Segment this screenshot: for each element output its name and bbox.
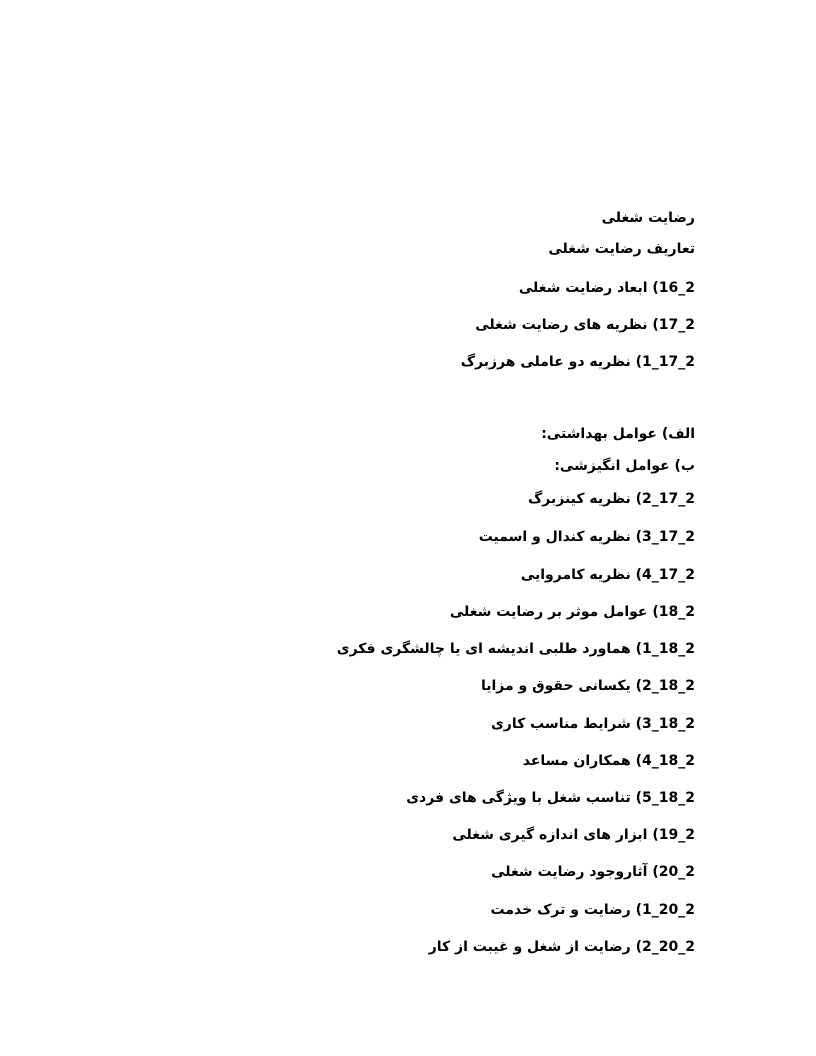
toc-line-2-17: 2_17) نظریه های رضایت شغلی	[475, 317, 695, 333]
toc-line-2-16: 2_16) ابعاد رضایت شغلی	[518, 280, 695, 296]
toc-line-2-18-3: 2_18_3) شرایط مناسب کاری	[490, 716, 695, 732]
toc-line-2-18-4: 2_18_4) همکاران مساعد	[522, 753, 695, 769]
toc-line-2-18-1: 2_18_1) هماورد طلبی اندیشه ای یا چالشگری فکری	[336, 641, 695, 657]
subheading-motivators: ب) عوامل انگیزشی:	[554, 458, 695, 474]
toc-line-2-18: 2_18) عوامل موثر بر رضایت شغلی	[449, 604, 695, 620]
toc-line-2-19: 2_19) ابزار های اندازه گیری شغلی	[452, 827, 695, 843]
heading-job-satisfaction: رضایت شغلی	[601, 210, 695, 226]
toc-line-2-17-4: 2_17_4) نظریه کامروایی	[520, 567, 695, 583]
subheading-hygiene-factors: الف) عوامل بهداشتی:	[541, 426, 695, 442]
toc-line-2-17-1: 2_17_1) نظریه دو عاملی هرزبرگ	[460, 354, 695, 370]
toc-line-2-18-5: 2_18_5) تناسب شغل با ویژگی های فردی	[406, 790, 695, 806]
toc-line-2-17-3: 2_17_3) نظریه کندال و اسمیت	[478, 529, 695, 545]
toc-line-2-20: 2_20) آثاروجود رضایت شغلی	[491, 864, 695, 880]
toc-line-2-20-2: 2_20_2) رضایت از شغل و غیبت از کار	[428, 939, 695, 955]
toc-line-2-17-2: 2_17_2) نظریه کینزبرگ	[527, 491, 695, 507]
toc-line-2-20-1: 2_20_1) رضایت و ترک خدمت	[490, 902, 695, 918]
toc-line-2-18-2: 2_18_2) یکسانی حقوق و مزایا	[480, 678, 695, 694]
heading-definitions: تعاریف رضایت شغلی	[548, 241, 695, 257]
